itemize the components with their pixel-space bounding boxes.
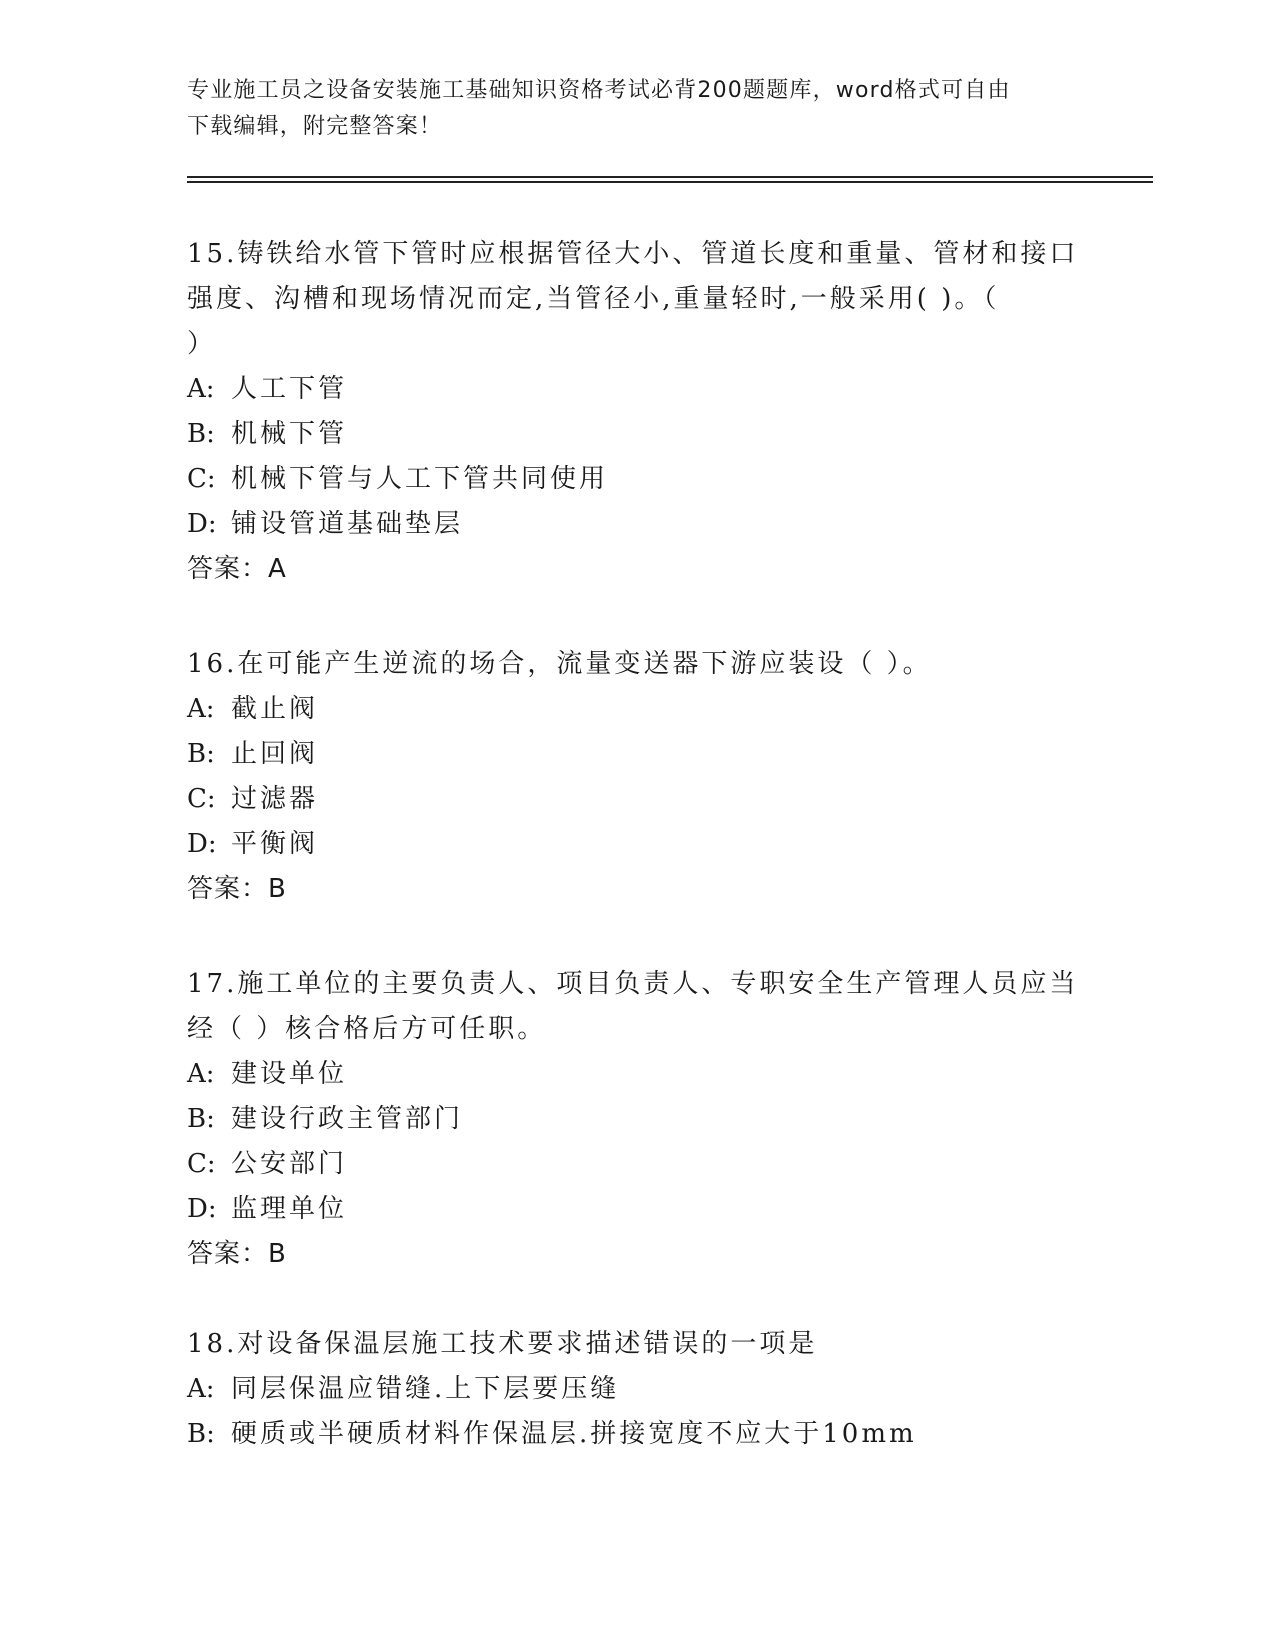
document-header (187, 73, 1087, 145)
question-stem (187, 1322, 1087, 1367)
option-text: 人工下管 (231, 374, 348, 404)
option-text: 公安部门 (231, 1149, 348, 1179)
option-b (187, 412, 1087, 457)
option-text: 机械下管与人工下管共同使用 (231, 464, 609, 494)
option-letter: C: (187, 784, 216, 814)
option-text: 同层保温应错缝.上下层要压缝 (231, 1374, 620, 1404)
option-c (187, 777, 1087, 822)
question-stem-line: ） (187, 329, 217, 359)
option-text: 铺设管道基础垫层 (231, 509, 464, 539)
question-stem-line: 经（ ）核合格后方可任职。 (187, 1014, 547, 1044)
option-a (187, 1367, 1087, 1412)
question-18 (187, 1322, 1087, 1457)
option-c (187, 1142, 1087, 1187)
header-divider-bottom (187, 181, 1153, 183)
question-stem (187, 232, 1087, 367)
option-b (187, 1097, 1087, 1142)
option-letter: D: (187, 509, 217, 539)
option-text: 监理单位 (231, 1194, 348, 1224)
answer-line: 答案：A (187, 554, 287, 584)
header-line-2: 下载编辑，附完整答案！ (187, 114, 443, 139)
option-d (187, 502, 1087, 547)
option-text: 止回阀 (231, 739, 319, 769)
option-letter: A: (187, 1374, 215, 1404)
option-letter: B: (187, 419, 215, 449)
option-text: 截止阀 (231, 694, 319, 724)
question-16 (187, 642, 1087, 912)
option-letter: C: (187, 1149, 216, 1179)
answer-line: 答案：B (187, 1239, 287, 1269)
option-text: 平衡阀 (231, 829, 319, 859)
question-17 (187, 962, 1087, 1277)
option-letter: C: (187, 464, 216, 494)
option-d (187, 1187, 1087, 1232)
option-text: 过滤器 (231, 784, 319, 814)
option-letter: B: (187, 1419, 215, 1449)
option-b (187, 1412, 1087, 1457)
answer-line: 答案：B (187, 874, 287, 904)
question-15 (187, 232, 1087, 592)
question-stem-line: 18.对设备保温层施工技术要求描述错误的一项是 (187, 1329, 818, 1359)
option-text: 硬质或半硬质材料作保温层.拼接宽度不应大于10mm (231, 1419, 917, 1449)
question-stem (187, 962, 1087, 1052)
option-letter: D: (187, 829, 217, 859)
header-divider-top (187, 176, 1153, 178)
question-stem-line: 15.铸铁给水管下管时应根据管径大小、管道长度和重量、管材和接口 (187, 239, 1079, 269)
option-text: 建设行政主管部门 (231, 1104, 464, 1134)
option-text: 建设单位 (231, 1059, 348, 1089)
option-letter: A: (187, 694, 215, 724)
option-text: 机械下管 (231, 419, 348, 449)
option-letter: A: (187, 374, 215, 404)
option-d (187, 822, 1087, 867)
option-a (187, 1052, 1087, 1097)
option-letter: B: (187, 1104, 215, 1134)
question-stem-line: 17.施工单位的主要负责人、项目负责人、专职安全生产管理人员应当 (187, 969, 1079, 999)
question-stem-line: 16.在可能产生逆流的场合，流量变送器下游应装设（ ）。 (187, 649, 932, 679)
option-letter: B: (187, 739, 215, 769)
question-stem-line: 强度、沟槽和现场情况而定,当管径小,重量轻时,一般采用( )。（ (187, 284, 1000, 314)
option-letter: D: (187, 1194, 217, 1224)
option-a (187, 687, 1087, 732)
option-a (187, 367, 1087, 412)
option-c (187, 457, 1087, 502)
header-line-1: 专业施工员之设备安装施工基础知识资格考试必背200题题库，word格式可自由 (187, 78, 1011, 103)
option-letter: A: (187, 1059, 215, 1089)
option-b (187, 732, 1087, 777)
question-stem (187, 642, 1087, 687)
